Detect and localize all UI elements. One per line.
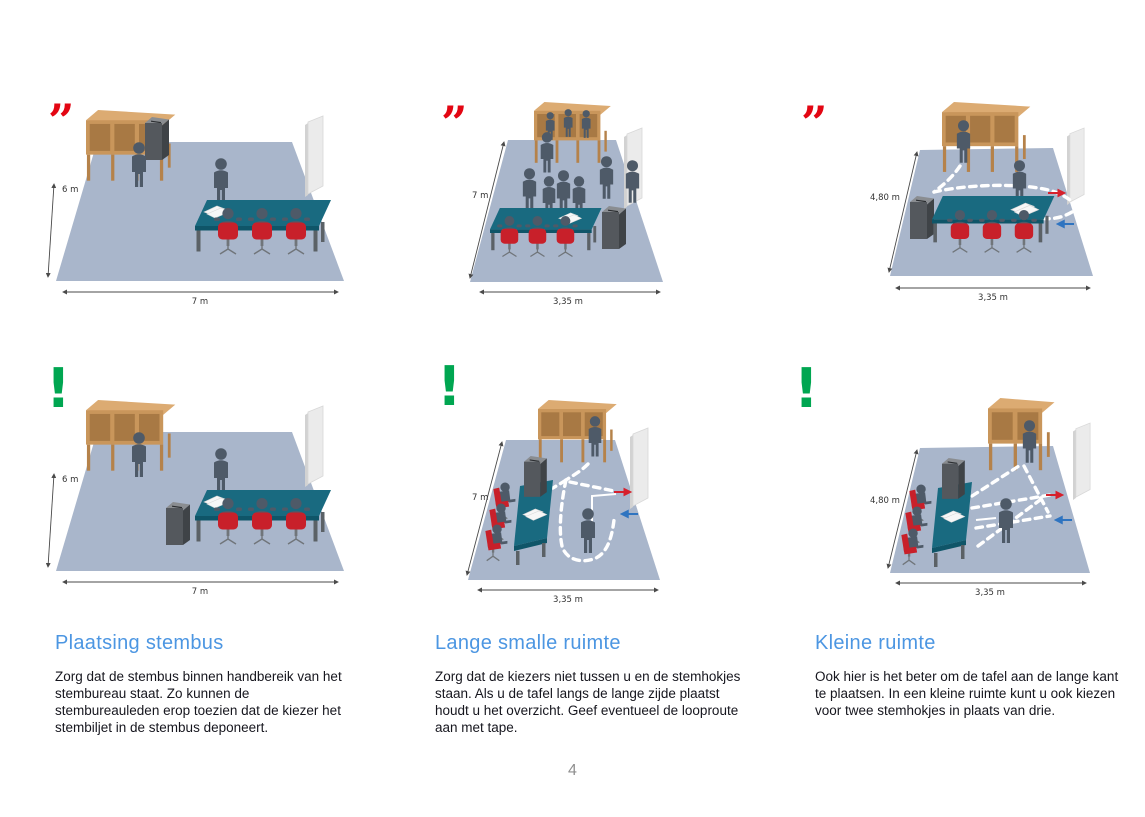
dimension-label: 7 m (472, 493, 489, 503)
quote-marker: ” (801, 96, 828, 150)
dimension-label: 4,80 m (870, 193, 900, 203)
dimension-label: 3,35 m (978, 293, 1008, 303)
dimension-label: 6 m (62, 475, 79, 485)
privacy-screen-icon (1073, 423, 1090, 500)
privacy-screen-icon (305, 116, 323, 197)
exclamation-marker: ! (46, 357, 71, 420)
room-diagram (790, 98, 1120, 318)
room-diagram (790, 368, 1120, 613)
figure-kleine-ruimte-goed (790, 98, 1120, 318)
ballot-box-icon (910, 196, 934, 239)
dimension-line (48, 184, 54, 277)
ballot-box-icon (942, 458, 965, 499)
figure-plaatsing-stembus-let-op (40, 390, 360, 605)
ballot-box-icon (602, 206, 626, 249)
section-body: Ook hier is het beter om de tafel aan de lange kant te plaatsen. In een kleine ruimte kunt u ook kiezen voor twee stemhokjes in plaats van drie. (815, 669, 1119, 718)
dimension-label: 3,35 m (553, 297, 583, 307)
dimension-line (48, 474, 54, 567)
figure-lange-smalle-ruimte-goed (420, 98, 730, 318)
figure-plaatsing-stembus-goed (40, 94, 360, 315)
quote-marker: ” (48, 94, 75, 148)
room-diagram (40, 94, 360, 315)
figure-kleine-ruimte-let-op (790, 368, 1120, 613)
section-kleine-ruimte (815, 632, 1133, 719)
page-number: 4 (568, 762, 577, 779)
section-heading: Lange smalle ruimte (435, 632, 621, 654)
dimension-label: 3,35 m (553, 595, 583, 605)
dimension-label: 7 m (191, 587, 209, 597)
dimension-label: 6 m (62, 185, 79, 195)
room-diagram (420, 98, 730, 318)
table-leg (542, 543, 546, 557)
privacy-screen-icon (1067, 128, 1084, 205)
section-plaatsing-stembus (55, 632, 355, 736)
table-leg (961, 545, 965, 559)
quote-marker: ” (441, 96, 468, 150)
exclamation-marker: ! (794, 357, 819, 420)
dimension-label: 7 m (472, 191, 489, 201)
section-heading: Plaatsing stembus (55, 632, 224, 654)
ballot-box-icon (524, 456, 547, 497)
section-body: Zorg dat de kiezers niet tussen u en de stemhokjes staan. Als u de tafel langs de lange zijde plaatst houdt u het overzicht. Geef eventueel de looproute aan met tape. (435, 669, 741, 735)
dimension-label: 3,35 m (975, 588, 1005, 598)
room-diagram (420, 368, 730, 613)
table-leg (516, 551, 520, 565)
dimension-label: 7 m (191, 297, 209, 307)
section-lange-smalle-ruimte (435, 632, 750, 736)
privacy-screen-icon (305, 406, 323, 487)
privacy-screen-icon (630, 428, 648, 509)
room-diagram (40, 390, 360, 605)
section-heading: Kleine ruimte (815, 632, 936, 654)
ballot-box-icon (166, 502, 190, 545)
exclamation-marker: ! (437, 355, 462, 418)
section-body: Zorg dat de stembus binnen handbereik van het stembureau staat. Zo kunnen de stembureauleden erop toezien dat de kiezer het stembiljet in de stembus deponeert. (55, 669, 342, 735)
ballot-box-icon (145, 117, 169, 160)
dimension-label: 4,80 m (870, 496, 900, 506)
figure-lange-smalle-ruimte-let-op (420, 368, 730, 613)
table-leg (934, 553, 938, 567)
